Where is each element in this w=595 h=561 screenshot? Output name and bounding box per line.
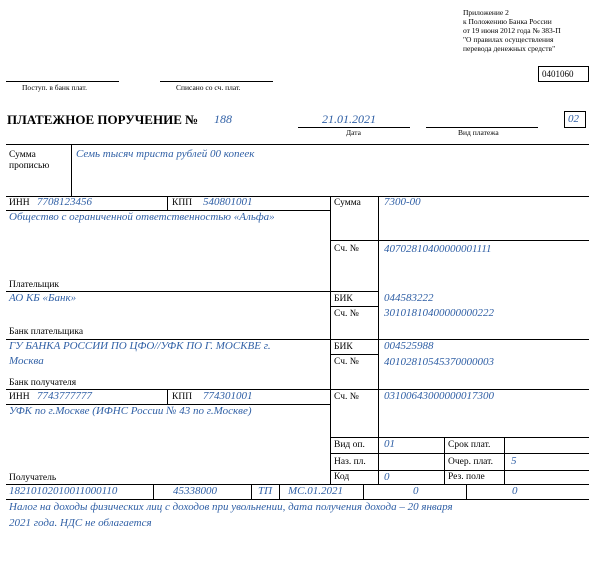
- payer-inn: 7708123456: [37, 196, 92, 208]
- recipient-bank-account: 40102810545370000003: [384, 356, 494, 368]
- appendix-line-5: перевода денежных средств": [463, 44, 556, 53]
- payer-bank-bik: 044583222: [384, 292, 434, 304]
- order-number: 188: [214, 112, 232, 126]
- tax-doc-number: 0: [413, 485, 419, 497]
- recipient-bank-account-label: Сч. №: [334, 357, 359, 367]
- recipient-name: УФК по г.Москве (ИФНС России № 43 по г.Москве): [9, 405, 252, 417]
- form-code-box: [538, 66, 589, 82]
- debited-label: Списано со сч. плат.: [176, 83, 241, 92]
- operation-type-label: Вид оп.: [334, 440, 365, 450]
- payer-account: 40702810400000001111: [384, 243, 492, 255]
- appendix-line-2: к Положению Банка России: [463, 17, 552, 26]
- payer-amount: 7300-00: [384, 196, 421, 208]
- recipient-inn: 7743777777: [37, 390, 92, 402]
- tax-period: МС.01.2021: [288, 485, 343, 497]
- recipient-account-label: Сч. №: [334, 392, 359, 402]
- payer-kpp-label: КПП: [172, 198, 193, 208]
- recipient-bank-name-2: Москва: [9, 355, 44, 367]
- payment-purpose-line-2: 2021 года. НДС не облагается: [9, 517, 152, 529]
- payer-bank-account-label: Сч. №: [334, 309, 359, 319]
- payer-bank-name: АО КБ «Банк»: [9, 292, 77, 304]
- recipient-kpp: 774301001: [203, 390, 253, 402]
- payer-bank-account: 30101810400000000222: [384, 307, 494, 319]
- recipient-label: Получатель: [9, 473, 57, 483]
- code-value: 0: [384, 471, 390, 483]
- status-code: 02: [568, 113, 579, 125]
- operation-type: 01: [384, 438, 395, 450]
- amount-words-label-2: прописью: [9, 161, 50, 171]
- tax-doc-date: 0: [512, 485, 518, 497]
- amount-words-value: Семь тысяч триста рублей 00 копеек: [76, 148, 255, 160]
- priority-value: 5: [511, 455, 517, 467]
- recipient-kpp-label: КПП: [172, 392, 193, 402]
- recipient-account: 03100643000000017300: [384, 390, 494, 402]
- code-label: Код: [334, 472, 350, 482]
- payer-bank-bik-label: БИК: [334, 294, 353, 304]
- payer-inn-label: ИНН: [9, 198, 30, 208]
- tax-oktmo: 45338000: [173, 485, 217, 497]
- received-label: Поступ. в банк плат.: [22, 83, 87, 92]
- payment-term-label: Срок плат.: [448, 440, 491, 450]
- payment-type-label: Вид платежа: [458, 128, 499, 137]
- status-box: [564, 111, 586, 128]
- payment-purpose-code-label: Наз. пл.: [334, 457, 366, 467]
- recipient-bank-name-1: ГУ БАНКА РОССИИ ПО ЦФО//УФК ПО Г. МОСКВЕ г.: [9, 340, 271, 352]
- payer-account-label: Сч. №: [334, 244, 359, 254]
- payment-purpose-line-1: Налог на доходы физических лиц с доходов при увольнении, дата получения дохода – 20 января: [9, 501, 453, 513]
- payer-amount-label: Сумма: [334, 198, 361, 208]
- payer-label: Плательщик: [9, 280, 60, 290]
- recipient-bank-label: Банк получателя: [9, 378, 77, 388]
- recipient-bank-bik-label: БИК: [334, 342, 353, 352]
- order-date: 21.01.2021: [322, 112, 376, 126]
- priority-label: Очер. плат.: [448, 457, 493, 467]
- date-label: Дата: [346, 128, 361, 137]
- order-title: ПЛАТЕЖНОЕ ПОРУЧЕНИЕ №: [7, 112, 199, 127]
- amount-words-label-1: Сумма: [9, 150, 36, 160]
- appendix-line-4: "О правилах осуществления: [463, 35, 554, 44]
- tax-basis: ТП: [258, 485, 273, 497]
- recipient-bank-bik: 004525988: [384, 340, 434, 352]
- payer-bank-label: Банк плательщика: [9, 327, 84, 337]
- recipient-inn-label: ИНН: [9, 392, 30, 402]
- reserve-label: Рез. поле: [448, 472, 485, 482]
- form-code: 0401060: [542, 69, 574, 79]
- appendix-line-3: от 19 июня 2012 года № 383-П: [463, 26, 561, 35]
- payer-kpp: 540801001: [203, 196, 253, 208]
- tax-kbk: 18210102010011000110: [9, 485, 118, 497]
- payer-name: Общество с ограниченной ответственностью «Альфа»: [9, 211, 275, 223]
- appendix-line-1: Приложение 2: [463, 8, 509, 17]
